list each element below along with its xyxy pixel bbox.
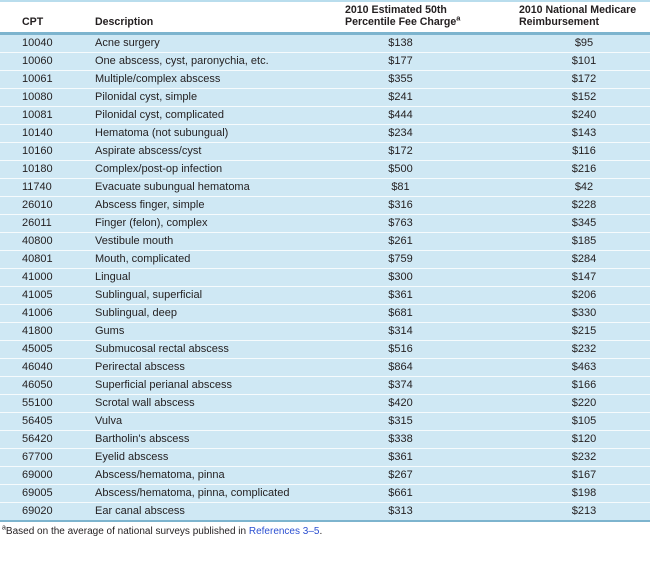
medicare-cell: $116 [505,143,650,161]
fee-cell: $420 [330,395,505,413]
description-cell: Gums [88,323,330,341]
table-row [0,323,650,341]
cpt-cell: 11740 [0,179,88,197]
table-row [0,431,650,449]
fee-cell: $374 [330,377,505,395]
cpt-cell: 10160 [0,143,88,161]
cpt-cell: 46040 [0,359,88,377]
medicare-cell: $198 [505,485,650,503]
description-cell: Multiple/complex abscess [88,71,330,89]
table-row [0,89,650,107]
description-cell: Evacuate subungual hematoma [88,179,330,197]
description-cell: Vestibule mouth [88,233,330,251]
medicare-cell: $147 [505,269,650,287]
fee-cell: $500 [330,161,505,179]
cpt-cell: 69005 [0,485,88,503]
medicare-cell: $240 [505,107,650,125]
fee-cell: $763 [330,215,505,233]
references-link[interactable]: References 3–5 [248,526,320,537]
table-row [0,449,650,467]
medicare-cell: $232 [505,449,650,467]
cpt-cell: 40800 [0,233,88,251]
medicare-cell: $185 [505,233,650,251]
cpt-cell: 41006 [0,305,88,323]
footnote [0,526,650,538]
fee-cell: $661 [330,485,505,503]
medicare-cell: $172 [505,71,650,89]
column-header-cpt-label: CPT [22,16,44,28]
table-row [0,503,650,522]
description-cell: Submucosal rectal abscess [88,341,330,359]
description-cell: Abscess/hematoma, pinna [88,467,330,485]
table-row [0,485,650,503]
cpt-cell: 10061 [0,71,88,89]
table-row [0,143,650,161]
description-cell: Lingual [88,269,330,287]
column-header-fee-line1: 2010 Estimated 50th [345,4,447,16]
column-header-medicare-line2: Reimbursement [519,16,600,28]
table-row [0,53,650,71]
medicare-cell: $213 [505,503,650,522]
cpt-cell: 26010 [0,197,88,215]
cpt-cell: 69000 [0,467,88,485]
cpt-cell: 10040 [0,34,88,53]
footnote-period: . [319,526,323,537]
fee-cell: $315 [330,413,505,431]
medicare-cell: $463 [505,359,650,377]
cpt-cell: 10180 [0,161,88,179]
medicare-cell: $42 [505,179,650,197]
description-cell: Bartholin's abscess [88,431,330,449]
table-row [0,377,650,395]
column-header-fee-line2: Percentile Fee Charge [345,16,457,28]
column-header-fee [330,1,505,34]
table-row [0,467,650,485]
fee-cell: $355 [330,71,505,89]
fee-cell: $864 [330,359,505,377]
fee-cell: $444 [330,107,505,125]
footnote-marker: a [456,13,461,23]
fee-cell: $234 [330,125,505,143]
table-row [0,197,650,215]
fee-cell: $338 [330,431,505,449]
table-row [0,179,650,197]
medicare-cell: $95 [505,34,650,53]
table-row [0,125,650,143]
medicare-cell: $220 [505,395,650,413]
medicare-cell: $120 [505,431,650,449]
table-row [0,413,650,431]
cpt-cell: 41005 [0,287,88,305]
medicare-cell: $166 [505,377,650,395]
medicare-cell: $228 [505,197,650,215]
fee-cell: $313 [330,503,505,522]
cpt-cell: 46050 [0,377,88,395]
header-row [0,1,650,34]
cpt-cell: 55100 [0,395,88,413]
table-row [0,305,650,323]
fee-cell: $172 [330,143,505,161]
description-cell: Scrotal wall abscess [88,395,330,413]
column-header-medicare-line1: 2010 National Medicare [519,4,637,16]
table-row [0,395,650,413]
table-row [0,107,650,125]
medicare-cell: $101 [505,53,650,71]
fee-cell: $361 [330,449,505,467]
fee-cell: $177 [330,53,505,71]
description-cell: Sublingual, superficial [88,287,330,305]
table-row [0,34,650,53]
table-row [0,287,650,305]
fee-cell: $241 [330,89,505,107]
fee-cell: $759 [330,251,505,269]
column-header-medicare [505,1,650,34]
description-cell: One abscess, cyst, paronychia, etc. [88,53,330,71]
table-row [0,269,650,287]
cpt-cell: 56405 [0,413,88,431]
description-cell: Abscess/hematoma, pinna, complicated [88,485,330,503]
description-cell: Eyelid abscess [88,449,330,467]
description-cell: Perirectal abscess [88,359,330,377]
medicare-cell: $284 [505,251,650,269]
table-header [0,1,650,34]
cpt-cell: 41000 [0,269,88,287]
cpt-cell: 56420 [0,431,88,449]
cpt-cell: 41800 [0,323,88,341]
description-cell: Mouth, complicated [88,251,330,269]
fee-cell: $300 [330,269,505,287]
medicare-cell: $330 [505,305,650,323]
cpt-cell: 67700 [0,449,88,467]
medicare-cell: $152 [505,89,650,107]
description-cell: Finger (felon), complex [88,215,330,233]
medicare-cell: $143 [505,125,650,143]
fee-cell: $361 [330,287,505,305]
table-row [0,341,650,359]
description-cell: Pilonidal cyst, simple [88,89,330,107]
fee-cell: $681 [330,305,505,323]
column-header-description-label: Description [95,16,154,28]
cpt-cell: 10060 [0,53,88,71]
cpt-cell: 10140 [0,125,88,143]
table-row [0,161,650,179]
medicare-cell: $345 [505,215,650,233]
column-header-cpt [0,1,88,34]
table-row [0,359,650,377]
table-row [0,71,650,89]
medicare-cell: $167 [505,467,650,485]
fee-cell: $138 [330,34,505,53]
description-cell: Vulva [88,413,330,431]
description-cell: Superficial perianal abscess [88,377,330,395]
footnote-text: Based on the average of national surveys published in [5,526,249,537]
fee-cell: $516 [330,341,505,359]
medicare-cell: $215 [505,323,650,341]
cpt-cell: 10081 [0,107,88,125]
table-row [0,251,650,269]
medicare-cell: $105 [505,413,650,431]
cpt-cell: 45005 [0,341,88,359]
cpt-cell: 10080 [0,89,88,107]
description-cell: Aspirate abscess/cyst [88,143,330,161]
cpt-cell: 69020 [0,503,88,522]
description-cell: Acne surgery [88,34,330,53]
description-cell: Complex/post-op infection [88,161,330,179]
medicare-cell: $232 [505,341,650,359]
description-cell: Sublingual, deep [88,305,330,323]
description-cell: Abscess finger, simple [88,197,330,215]
description-cell: Hematoma (not subungual) [88,125,330,143]
table-row [0,215,650,233]
fee-cell: $81 [330,179,505,197]
medicare-cell: $216 [505,161,650,179]
cpt-cell: 26011 [0,215,88,233]
description-cell: Pilonidal cyst, complicated [88,107,330,125]
cpt-cell: 40801 [0,251,88,269]
fee-cell: $261 [330,233,505,251]
column-header-description [88,1,330,34]
table-row [0,233,650,251]
fee-cell: $316 [330,197,505,215]
medicare-cell: $206 [505,287,650,305]
fee-cell: $267 [330,467,505,485]
table-body [0,34,650,522]
footnote-superscript: a [2,524,6,532]
description-cell: Ear canal abscess [88,503,330,522]
fee-cell: $314 [330,323,505,341]
